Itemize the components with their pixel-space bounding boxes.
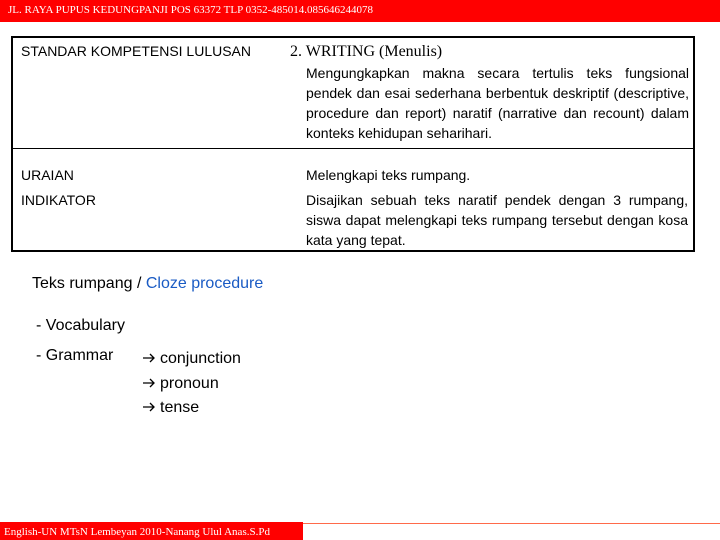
arrow-right-icon — [142, 347, 160, 372]
list-item — [142, 347, 241, 372]
row-value: Disajikan sebuah teks naratif pendek dengan 3 rumpang, siswa dapat melengkapi teks rumpang tersebut dengan kosa kata yang tepat. — [306, 192, 688, 248]
grammar-item: pronoun — [160, 374, 219, 392]
table-row — [12, 190, 694, 251]
footer-text: English-UN MTsN Lembeyan 2010-Nanang Ulul Anas.S.Pd — [4, 526, 270, 538]
row-label: STANDAR KOMPETENSI LULUSAN — [21, 43, 252, 59]
arrow-right-icon — [142, 396, 160, 421]
vocabulary-item: - Vocabulary — [36, 317, 125, 334]
arrow-right-icon — [142, 372, 160, 397]
grammar-label: - Grammar — [36, 347, 114, 364]
list-item — [142, 396, 241, 421]
table-row — [12, 37, 694, 149]
grammar-item: tense — [160, 399, 200, 416]
cloze-heading — [32, 275, 263, 293]
competency-table — [11, 36, 695, 252]
grammar-item: conjunction — [160, 350, 241, 367]
row-value-cell — [284, 37, 694, 149]
header-bar — [0, 0, 720, 22]
footer-bar — [0, 522, 720, 540]
list-item — [142, 372, 241, 397]
footer-divider — [303, 523, 720, 524]
row-label: URAIAN — [21, 167, 74, 183]
cloze-label: Teks rumpang / — [32, 275, 142, 292]
row-label: INDIKATOR — [21, 192, 96, 208]
writing-title: 2. WRITING (Menulis) — [290, 43, 443, 60]
header-address: JL. RAYA PUPUS KEDUNGPANJI POS 63372 TLP 0352-485014.085646244078 — [8, 4, 373, 16]
cloze-english: Cloze procedure — [145, 275, 264, 292]
row-value: Melengkapi teks rumpang. — [306, 167, 471, 183]
table-row — [12, 149, 694, 191]
grammar-list — [142, 347, 241, 421]
writing-description: Mengungkapkan makna secara tertulis teks fungsional pendek dan esai sederhana berbentuk deskriptif (descriptive, procedure dan report) naratif (narrative dan recount) dalam konteks kehidupan seharihari. — [306, 65, 689, 141]
